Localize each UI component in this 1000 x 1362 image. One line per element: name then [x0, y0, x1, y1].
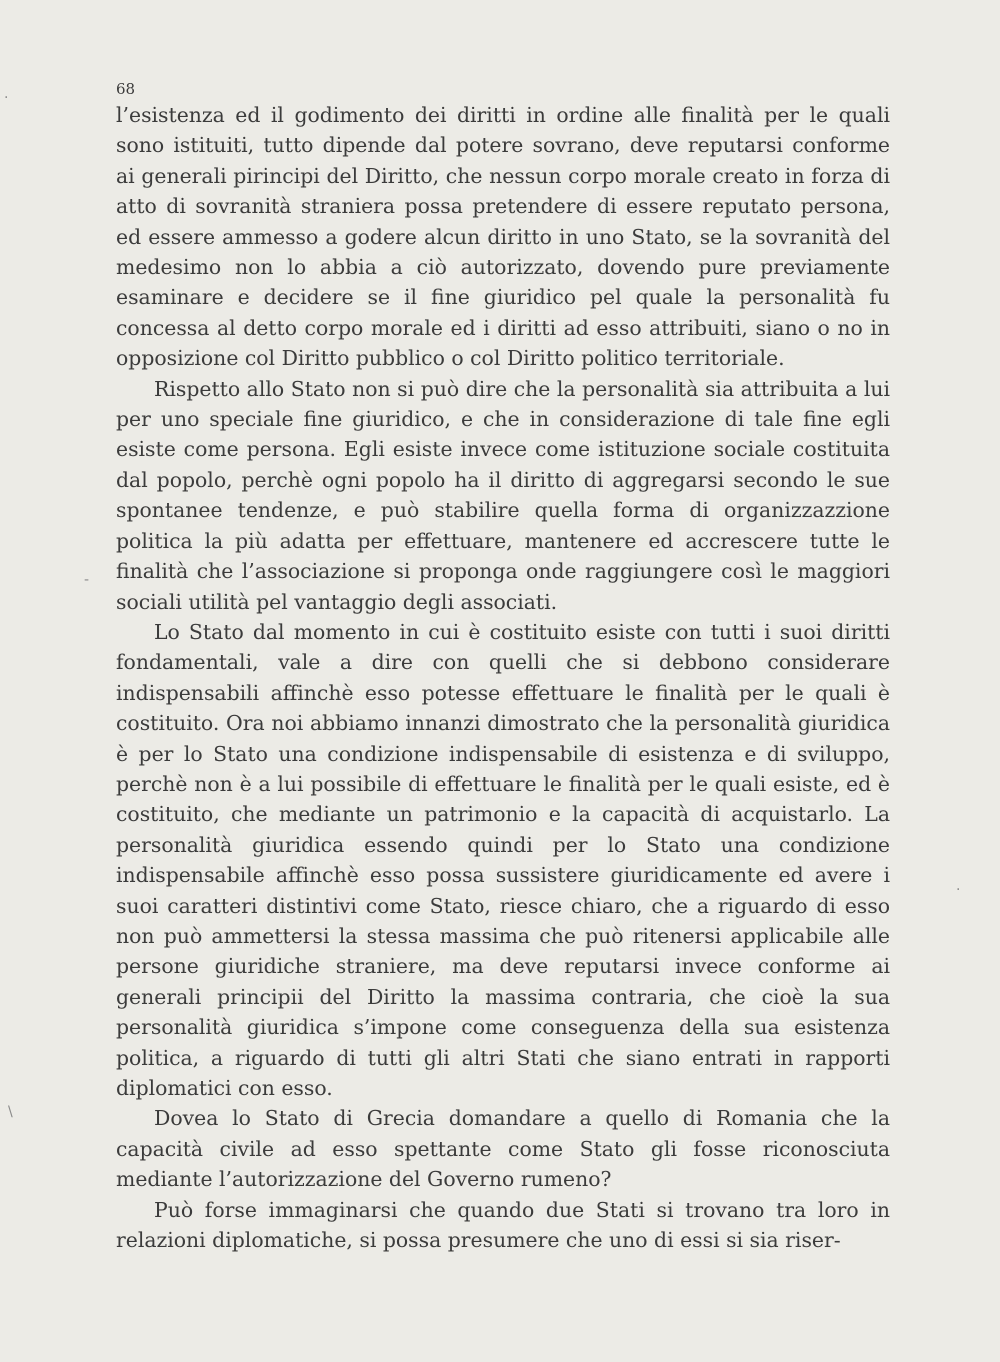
paragraph-2: Rispetto allo Stato non si può dire che la personalità sia attribuita a lui per uno speciale fine giuridico, e che in considerazione di tale fine egli esiste come persona. Egli esiste invece come istituzione sociale costituita dal popolo, perchè ogni popolo ha il diritto di aggregarsi secondo le sue spontanee tendenze, e può stabilire quella forma di organizzazzione politica la più adatta per effettuare, mantenere ed accrescere tutte le finalità che l’associazione si proponga onde raggiungere così le maggiori sociali utilità pel vantaggio degli associati.: [116, 376, 890, 614]
scan-speck: ·: [4, 90, 9, 106]
paragraph-5: Può forse immaginarsi che quando due Stati si trovano tra loro in relazioni diplomatiche, si possa presumere che uno di essi si sia riser-: [116, 1197, 890, 1253]
body-text: [116, 100, 890, 1255]
scan-speck: -: [84, 572, 90, 588]
paragraph-3: Lo Stato dal momento in cui è costituito esiste con tutti i suoi diritti fondamentali, vale a dire con quelli che si debbono considerare indispensabili affinchè esso potesse effettuare le finalità per le quali è costituito. Ora noi abbiamo innanzi dimostrato che la personalità giuridica è per lo Stato una condizione indispensabile di esistenza e di sviluppo, perchè non è a lui possibile di effettuare le finalità per le quali esiste, ed è costituito, che mediante un patrimonio e la capacità di acquistarlo. La personalità giuridica essendo quindi per lo Stato una condizione indispensabile affinchè esso possa sussistere giuridicamente ed avere i suoi caratteri distintivi come Stato, riesce chiaro, che a riguardo di esso non può ammettersi la stessa massima che può ritenersi applicabile alle persone giuridiche straniere, ma deve reputarsi invece conforme ai generali principii del Diritto la massima contraria, che cioè la sua personalità giuridica s’impone come conseguenza della sua esistenza politica, a riguardo di tutti gli altri Stati che siano entrati in rapporti diplomatici con esso.: [116, 619, 890, 1100]
page-number: 68: [116, 80, 136, 98]
scan-speck: \: [8, 1104, 13, 1120]
paragraph-4: Dovea lo Stato di Grecia domandare a quello di Romania che la capacità civile ad esso spettante come Stato gli fosse riconosciuta mediante l’autorizzazione del Governo rumeno?: [116, 1106, 890, 1192]
paragraph-1: l’esistenza ed il godimento dei diritti in ordine alle finalità per le quali sono istituiti, tutto dipende dal potere sovrano, deve reputarsi conforme ai generali pirincipi del Diritto, che nessun corpo morale creato in forza di atto di sovranità straniera possa pretendere di essere reputato persona, ed essere ammesso a godere alcun diritto in uno Stato, se la sovranità del medesimo non lo abbia a ciò autorizzato, dovendo pure previamente esaminare e decidere se il fine giuridico pel quale la personalità fu concessa al detto corpo morale ed i diritti ad esso attribuiti, siano o no in opposizione col Diritto pubblico o col Diritto politico territoriale.: [116, 103, 890, 371]
scan-speck: ·: [956, 882, 961, 898]
